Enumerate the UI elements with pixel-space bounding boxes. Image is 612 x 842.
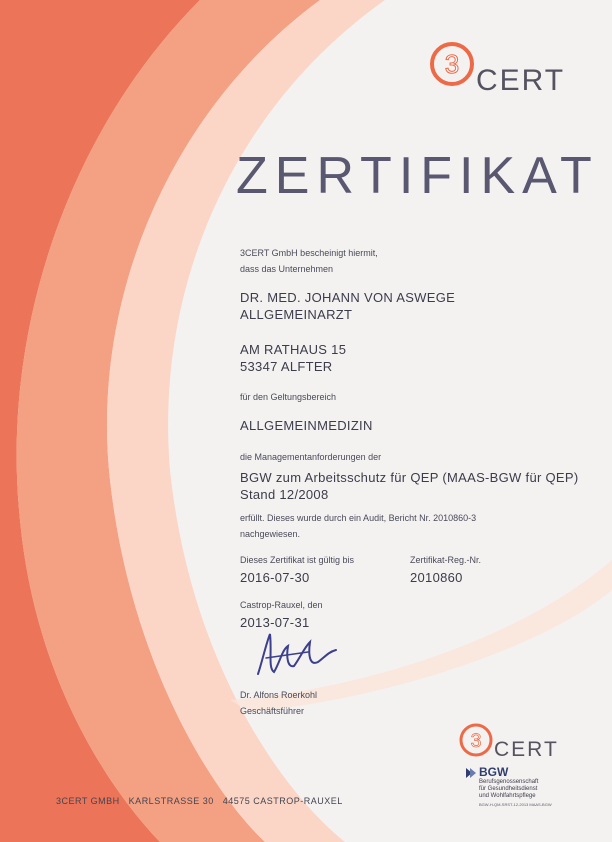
requirements-label: die Managementanforderungen der	[240, 452, 382, 462]
bgw-line-1: Berufsgenossenschaft	[479, 779, 539, 785]
scope-label: für den Geltungsbereich	[240, 392, 337, 402]
logo-ring-icon	[428, 40, 476, 88]
fulfilled-line-1: erfüllt. Dieses wurde durch ein Audit, Bericht Nr. 2010860-3	[240, 513, 477, 523]
3cert-logo	[428, 40, 566, 100]
reg-value: 2010860	[410, 570, 463, 585]
scope-value: ALLGEMEINMEDIZIN	[240, 418, 373, 433]
bgw-line-2: für Gesundheitsdienst	[479, 786, 538, 792]
standard-line-2: Stand 12/2008	[240, 487, 329, 502]
logo-ring-small-icon	[458, 722, 494, 758]
valid-label: Dieses Zertifikat ist gültig bis	[240, 555, 355, 565]
issue-date: 2013-07-31	[240, 615, 310, 630]
company-role: ALLGEMEINARZT	[240, 307, 353, 322]
signer-name: Dr. Alfons Roerkohl	[240, 690, 318, 700]
footer-address: 3CERT GMBH KARLSTRASSE 30 44575 CASTROP-RAUXEL	[56, 796, 343, 806]
address-city: 53347 ALFTER	[240, 359, 333, 374]
place-label: Castrop-Rauxel, den	[240, 600, 323, 610]
signature-icon	[248, 622, 348, 682]
bgw-mark-icon	[465, 766, 479, 780]
logo-word: CERT	[476, 64, 566, 97]
logo-small-word: CERT	[494, 738, 559, 761]
company-name: DR. MED. JOHANN VON ASWEGE	[240, 290, 456, 305]
fulfilled-line-2: nachgewiesen.	[240, 529, 301, 539]
bgw-code: BGW-H-QM-SRST-12-2013 MAAS-BGW	[479, 802, 552, 807]
intro-line-2: dass das Unternehmen	[240, 264, 334, 274]
bgw-line-3: und Wohlfahrtspflege	[479, 793, 536, 799]
svg-text:3: 3	[470, 729, 482, 752]
bgw-name: BGW	[479, 765, 509, 779]
signer-title: Geschäftsführer	[240, 706, 305, 716]
reg-label: Zertifikat-Reg.-Nr.	[410, 555, 482, 565]
address-street: AM RATHAUS 15	[240, 342, 347, 357]
bgw-logo	[465, 765, 575, 815]
standard-line-1: BGW zum Arbeitsschutz für QEP (MAAS-BGW für QEP)	[240, 470, 579, 485]
svg-text:3: 3	[444, 49, 460, 79]
intro-line-1: 3CERT GmbH bescheinigt hiermit,	[240, 248, 378, 258]
3cert-logo-small	[458, 722, 558, 766]
certificate-title: ZERTIFIKAT	[236, 147, 599, 205]
valid-value: 2016-07-30	[240, 570, 310, 585]
